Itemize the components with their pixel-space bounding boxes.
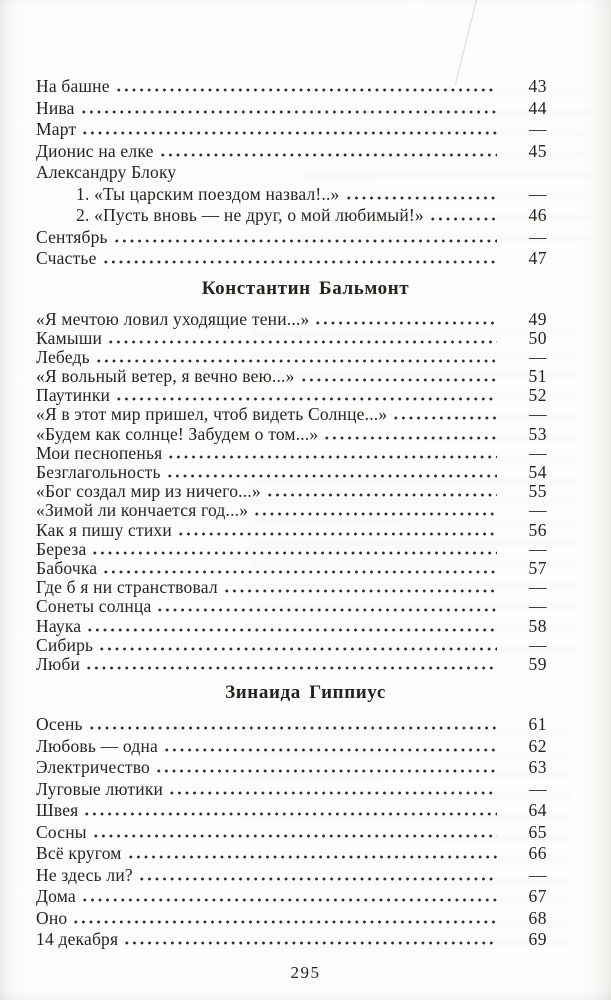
toc-entry: [36, 482, 547, 501]
entry-page-number: 49: [528, 308, 547, 329]
dot-leader: [85, 666, 497, 670]
entry-title: Безглагольность: [36, 462, 161, 482]
toc-entry: [36, 227, 547, 249]
entry-title: Александру Блоку: [36, 162, 177, 182]
entry-title: Сосны: [36, 821, 87, 842]
entry-page-number: —: [529, 226, 547, 247]
toc-entry: [36, 521, 547, 540]
dot-leader: [115, 88, 497, 92]
dot-leader: [107, 340, 497, 344]
toc-entry: [36, 329, 547, 348]
toc-entry: [36, 348, 547, 367]
entry-title: Швея: [36, 800, 79, 821]
dot-leader: [314, 321, 497, 325]
dot-leader: [156, 608, 497, 612]
dot-leader: [102, 260, 497, 264]
toc-entry: [36, 248, 547, 270]
dot-leader: [138, 877, 497, 881]
entry-page-number: 54: [528, 462, 547, 482]
toc-entry: [36, 501, 547, 520]
entry-title: «Зимой ли кончается год...»: [36, 500, 249, 521]
toc-entry: [36, 141, 547, 163]
entry-title: «Я вольный ветер, я вечно вею...»: [36, 366, 295, 387]
dot-leader: [81, 898, 497, 902]
dot-leader: [92, 834, 497, 838]
toc-entry: [36, 559, 547, 578]
toc-entry-list: [36, 76, 547, 270]
dot-leader: [323, 436, 497, 440]
entry-title: Счастье: [36, 248, 97, 268]
dot-leader: [127, 855, 497, 859]
section-heading: Константин Бальмонт: [201, 277, 410, 299]
toc-entry: [36, 929, 547, 951]
toc-entry: [36, 736, 547, 758]
entry-title: 1. «Ты царским поездом назвал!..»: [76, 183, 340, 204]
toc-entry: [36, 757, 547, 779]
entry-page-number: —: [529, 500, 547, 521]
entry-page-number: 56: [528, 519, 547, 540]
entry-title: «Будем как солнце! Забудем о том...»: [36, 423, 319, 444]
dot-leader: [168, 791, 497, 795]
dot-leader: [88, 726, 497, 730]
entry-title: Сибирь: [36, 634, 94, 655]
toc-entry: [36, 540, 547, 559]
entry-title: Луговые лютики: [36, 778, 164, 799]
entry-title: Сонеты солнца: [36, 596, 152, 617]
dot-leader: [95, 359, 497, 363]
entry-title: «Бог создал мир из ничего...»: [36, 481, 261, 502]
entry-title: Наука: [36, 615, 82, 636]
dot-leader: [167, 455, 497, 459]
entry-title: Дома: [36, 886, 76, 907]
dot-leader: [81, 131, 497, 135]
toc-entry: [36, 843, 547, 865]
entry-title: 2. «Пусть вновь — не друг, о мой любимый!»: [76, 205, 424, 225]
toc-entry: [36, 617, 547, 636]
dot-leader: [253, 512, 497, 516]
entry-title: Сентябрь: [36, 226, 108, 247]
dot-leader: [83, 812, 497, 816]
dot-leader: [91, 551, 497, 555]
dot-leader: [159, 153, 497, 157]
entry-title: Паутинки: [36, 385, 111, 406]
entry-title: Дионис на елке: [36, 140, 154, 161]
entry-title: Всё кругом: [36, 843, 122, 864]
toc-entry: [36, 578, 547, 597]
toc-entry: [36, 865, 547, 887]
entry-title: Не здесь ли?: [36, 864, 133, 885]
entry-title: Камыши: [36, 327, 103, 348]
entry-title: 14 декабря: [36, 929, 119, 950]
dot-leader: [123, 941, 497, 945]
dot-leader: [181, 174, 497, 178]
entry-page-number: 55: [528, 481, 547, 502]
toc-section: [36, 278, 547, 675]
toc-entry: [36, 886, 547, 908]
dot-leader: [98, 647, 497, 651]
entry-title: «Я в этот мир пришел, чтоб видеть Солнце...»: [36, 404, 388, 425]
entry-page-number: —: [529, 346, 547, 367]
dot-leader: [345, 196, 497, 200]
entry-page-number: —: [529, 442, 547, 463]
entry-title: Оно: [36, 907, 68, 928]
entry-page-number: —: [529, 119, 547, 139]
entry-page-number: 65: [528, 821, 547, 842]
entry-page-number: —: [529, 183, 547, 204]
entry-title: Любовь — одна: [36, 735, 158, 756]
entry-title: Как я пишу стихи: [36, 519, 172, 540]
dot-leader: [72, 920, 497, 924]
entry-page-number: —: [529, 538, 547, 559]
entry-title: «Я мечтою ловил уходящие тени...»: [36, 308, 310, 329]
dot-leader: [102, 570, 497, 574]
toc-entry: [36, 822, 547, 844]
dot-leader: [80, 110, 497, 114]
toc-entry: [36, 119, 547, 141]
toc-entry: [36, 386, 547, 405]
dot-leader: [166, 474, 497, 478]
toc-entry: [36, 405, 547, 424]
toc-entry: [36, 205, 547, 227]
dot-leader: [115, 397, 497, 401]
entry-title: Лебедь: [36, 346, 90, 367]
entry-title: Бабочка: [36, 557, 98, 578]
toc-entry: [36, 76, 547, 98]
entry-title: Где б я ни странствовал: [36, 577, 218, 598]
entry-title: Люби: [36, 653, 81, 674]
entry-title: Нива: [36, 97, 75, 118]
toc-section: [36, 76, 547, 270]
entry-page-number: —: [529, 577, 547, 598]
entry-title: На башне: [36, 76, 110, 96]
dot-leader: [155, 769, 497, 773]
dot-leader: [392, 416, 497, 420]
entry-page-number: —: [529, 404, 547, 425]
entry-page-number: 64: [528, 800, 547, 821]
entry-page-number: 63: [528, 757, 547, 778]
toc-entry: [36, 597, 547, 616]
dot-leader: [429, 217, 497, 221]
toc-section: [36, 682, 547, 951]
entry-page-number: 45: [528, 140, 547, 161]
entry-page-number: 43: [528, 76, 547, 96]
toc-entry: [36, 444, 547, 463]
entry-page-number: —: [529, 778, 547, 799]
entry-page-number: 69: [528, 929, 547, 950]
dot-leader: [300, 378, 497, 382]
entry-page-number: 58: [528, 615, 547, 636]
entry-title: Электричество: [36, 757, 150, 778]
entry-page-number: 44: [528, 97, 547, 118]
toc-entry: [36, 779, 547, 801]
dot-leader: [177, 532, 497, 536]
toc-entry: [36, 800, 547, 822]
entry-page-number: 57: [528, 557, 547, 578]
entry-page-number: 66: [528, 843, 547, 864]
entry-page-number: 67: [528, 886, 547, 907]
toc-entry-list: [36, 714, 547, 951]
toc-entry: [36, 98, 547, 120]
entry-title: Береза: [36, 538, 87, 559]
entry-title: Март: [36, 119, 77, 139]
entry-page-number: 52: [528, 385, 547, 406]
entry-page-number: —: [529, 864, 547, 885]
page-number: 295: [290, 963, 321, 982]
entry-page-number: 47: [528, 248, 547, 268]
entry-page-number: 62: [528, 735, 547, 756]
dot-leader: [223, 589, 497, 593]
entry-page-number: 61: [528, 714, 547, 735]
toc-entry: [36, 655, 547, 674]
toc-entry: [36, 367, 547, 386]
dot-leader: [113, 239, 497, 243]
toc-entry: [36, 714, 547, 736]
entry-title: Мои песнопенья: [36, 442, 163, 463]
toc-entry: [36, 463, 547, 482]
dot-leader: [266, 493, 497, 497]
toc-entry: [36, 184, 547, 206]
entry-title: Осень: [36, 714, 83, 735]
entry-page-number: 68: [528, 907, 547, 928]
dot-leader: [86, 628, 497, 632]
entry-page-number: 51: [528, 366, 547, 387]
toc-entry: [36, 636, 547, 655]
entry-page-number: 53: [528, 423, 547, 444]
toc-entry: [36, 908, 547, 930]
toc-entry: [36, 425, 547, 444]
section-heading: Зинаида Гиппиус: [225, 682, 386, 704]
dot-leader: [163, 748, 497, 752]
entry-page-number: 50: [528, 327, 547, 348]
toc-entry: [36, 162, 547, 184]
entry-page-number: 46: [528, 205, 547, 225]
entry-page-number: 59: [528, 653, 547, 674]
entry-page-number: —: [529, 634, 547, 655]
toc-entry-list: [36, 310, 547, 675]
toc-entry: [36, 310, 547, 329]
entry-page-number: —: [529, 596, 547, 617]
